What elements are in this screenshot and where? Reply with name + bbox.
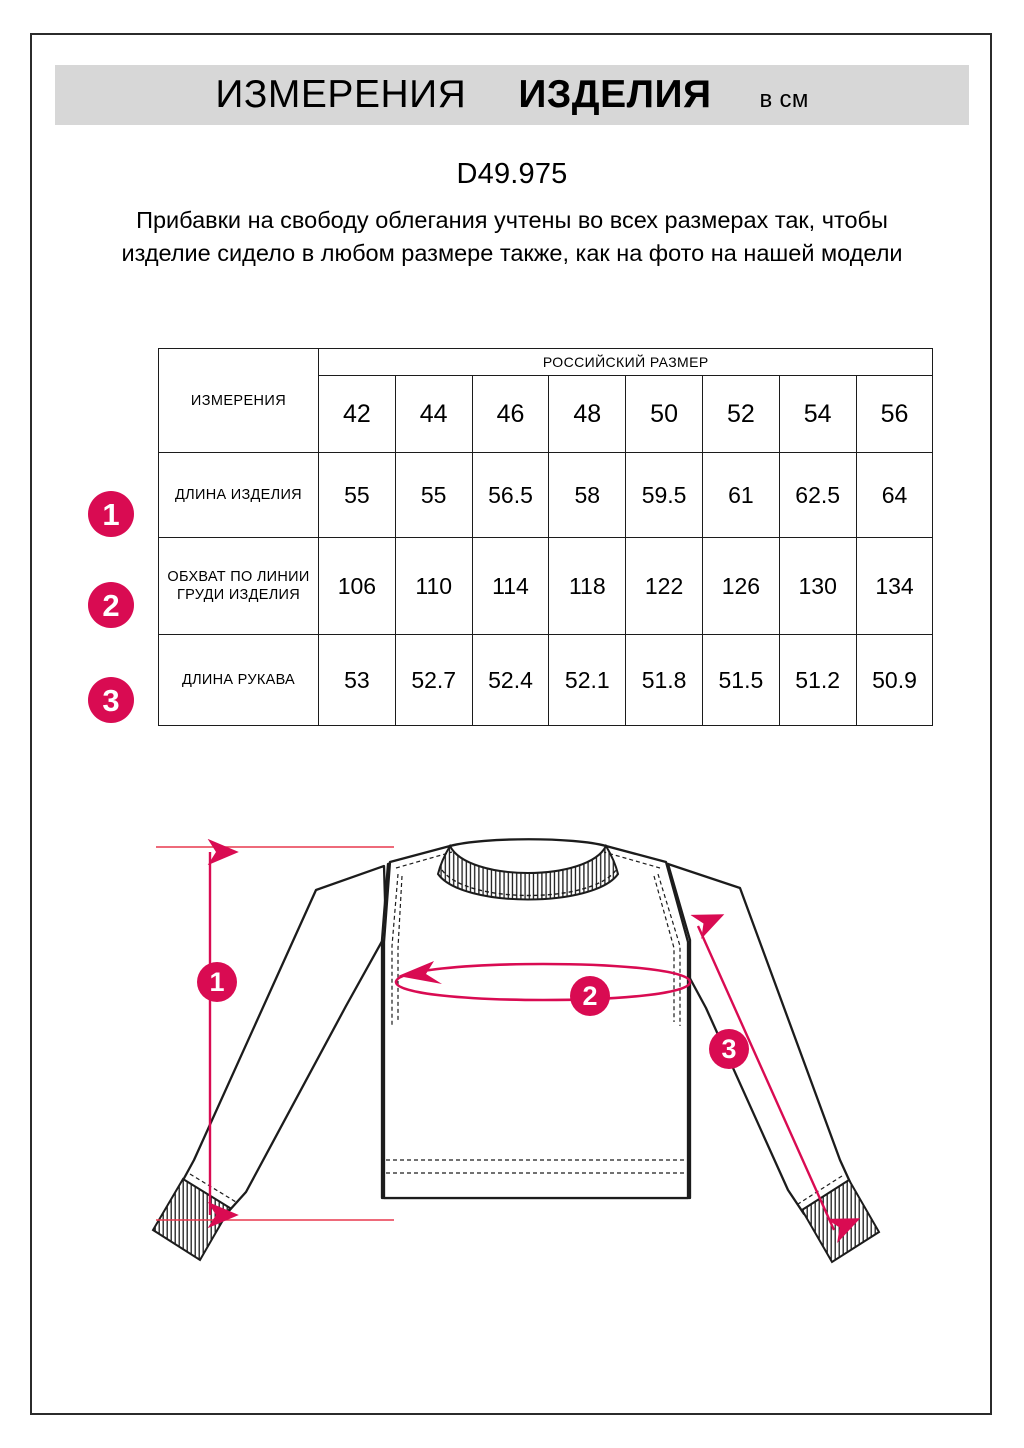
table-header-size-group: РОССИЙСКИЙ РАЗМЕР — [319, 349, 933, 376]
size-column-header: 50 — [626, 376, 703, 453]
table-cell: 126 — [702, 538, 779, 635]
table-cell: 122 — [626, 538, 703, 635]
table-row — [159, 453, 933, 538]
diagram-badge-2: 2 — [570, 976, 610, 1016]
table-cell: 110 — [395, 538, 472, 635]
row-label-chest: ОБХВАТ ПО ЛИНИИ ГРУДИ ИЗДЕЛИЯ — [159, 538, 319, 635]
garment-diagram — [150, 830, 910, 1300]
table-cell: 52.4 — [472, 635, 549, 726]
header-band — [55, 65, 969, 125]
size-column-header: 46 — [472, 376, 549, 453]
table-cell: 51.2 — [779, 635, 856, 726]
table-cell: 55 — [319, 453, 396, 538]
diagram-badge-1: 1 — [197, 962, 237, 1002]
size-column-header: 44 — [395, 376, 472, 453]
table-cell: 51.5 — [702, 635, 779, 726]
table-cell: 51.8 — [626, 635, 703, 726]
table-cell: 58 — [549, 453, 626, 538]
table-cell: 59.5 — [626, 453, 703, 538]
table-cell: 52.1 — [549, 635, 626, 726]
table-cell: 134 — [856, 538, 933, 635]
table-header-measurements: ИЗМЕРЕНИЯ — [159, 349, 319, 453]
table-cell: 62.5 — [779, 453, 856, 538]
table-cell: 53 — [319, 635, 396, 726]
table-cell: 106 — [319, 538, 396, 635]
size-column-header: 54 — [779, 376, 856, 453]
measurement-badge-1: 1 — [88, 491, 134, 537]
table-cell: 118 — [549, 538, 626, 635]
table-cell: 61 — [702, 453, 779, 538]
product-code: D49.975 — [456, 158, 568, 190]
header-title-product: ИЗДЕЛИЯ — [518, 73, 712, 116]
table-cell: 56.5 — [472, 453, 549, 538]
size-column-header: 52 — [702, 376, 779, 453]
size-table — [158, 348, 933, 726]
measurement-badge-2: 2 — [88, 582, 134, 628]
measurement-badge-3: 3 — [88, 677, 134, 723]
table-cell: 55 — [395, 453, 472, 538]
table-header-group-row — [159, 349, 933, 376]
header-title-measurements: ИЗМЕРЕНИЯ — [215, 73, 467, 116]
header-units-label: в см — [759, 86, 809, 113]
size-column-header: 48 — [549, 376, 626, 453]
table-row — [159, 635, 933, 726]
product-description: Прибавки на свободу облегания учтены во всех размерах так, чтобы изделие сидело в любом размере также, как на фото на нашей модели — [121, 207, 903, 266]
size-column-header: 56 — [856, 376, 933, 453]
table-row — [159, 538, 933, 635]
table-cell: 114 — [472, 538, 549, 635]
size-column-header: 42 — [319, 376, 396, 453]
table-cell: 64 — [856, 453, 933, 538]
table-cell: 50.9 — [856, 635, 933, 726]
row-label-sleeve: ДЛИНА РУКАВА — [159, 635, 319, 726]
row-label-length: ДЛИНА ИЗДЕЛИЯ — [159, 453, 319, 538]
header-title-group — [215, 73, 808, 117]
table-cell: 52.7 — [395, 635, 472, 726]
table-cell: 130 — [779, 538, 856, 635]
diagram-badge-3: 3 — [709, 1029, 749, 1069]
